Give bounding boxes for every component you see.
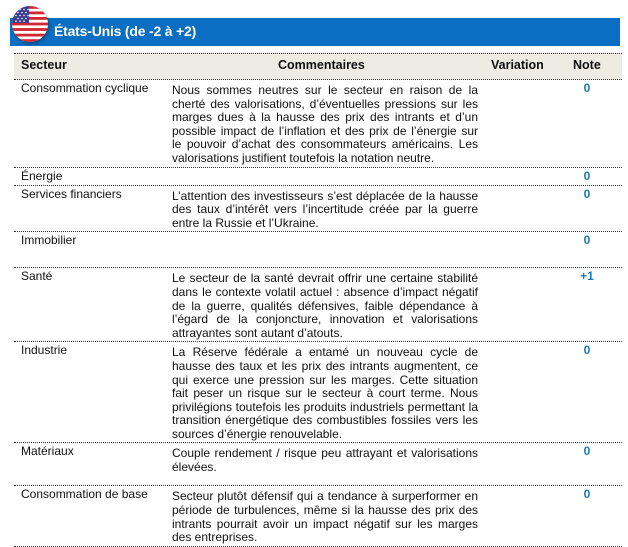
table-row [14, 186, 622, 233]
comment-cell: Couple rendement / risque peu attrayant et valorisations élevées. [172, 446, 478, 475]
comment-cell: L’attention des investisseurs s’est déplacée de la hausse des taux d’intérêt vers l’incertitude créée par la guerre entre la Russie et l’Ukraine. [172, 188, 478, 230]
note-cell: 0 [583, 343, 591, 358]
sector-cell: Santé [21, 269, 53, 284]
section-banner [10, 18, 620, 46]
note-cell: 0 [583, 81, 591, 95]
note-cell: 0 [583, 168, 591, 183]
comment-cell: Nous sommes neutres sur le secteur en raison de la cherté des valorisations, d’éventuelles pressions sur les marges dues à la hausse des prix des intrants et d’un possible impact de l’inflation et des prix de l’énergie sur le pouvoir d’achat des consommateurs américains. Les valorisations justifient toutefois la notation neutre. [172, 83, 478, 165]
table-row [14, 486, 622, 546]
us-flag-icon [12, 6, 48, 42]
comment-cell: Secteur plutôt défensif qui a tendance à surperformer en période de turbulences, même si la hausse des prix des intrants pourrait avoir un impact négatif sur les marges des entreprises. [172, 489, 478, 545]
sector-cell: Matériaux [21, 444, 74, 459]
sector-cell: Énergie [21, 168, 63, 183]
table-row [14, 80, 622, 168]
section-title: États-Unis (de -2 à +2) [54, 23, 197, 39]
table-header [14, 53, 622, 80]
sector-cell: Consommation cyclique [21, 81, 149, 95]
sector-cell: Immobilier [21, 233, 77, 248]
comment-cell: Le secteur de la santé devrait offrir une certaine stabilité dans le contexte volatil actuel : absence d’impact négatif de la guerre, qualités défensives, faible dépendance à l’égard de la conjoncture, innovation et valorisations attrayantes sont autant d’atouts. [172, 271, 478, 340]
table-row [14, 168, 622, 186]
sector-cell: Services financiers [21, 186, 122, 201]
note-cell: 0 [583, 444, 591, 459]
note-cell: +1 [580, 269, 594, 284]
header-note: Note [573, 58, 601, 72]
table-row [14, 268, 622, 342]
note-cell: 0 [583, 487, 591, 502]
header-variation: Variation [491, 58, 544, 72]
sector-ratings-table [14, 53, 622, 547]
header-sector: Secteur [21, 58, 67, 72]
table-row [14, 443, 622, 486]
note-cell: 0 [583, 233, 591, 248]
comment-cell: La Réserve fédérale a entamé un nouveau cycle de hausse des taux et les prix des intrants augmentent, ce qui exerce une pression sur les marges. Cette situation fait peser un risque sur le secteur à court terme. Nous privilégions toutefois les produits industriels permettant la transition énergétique des combustibles fossiles vers les sources d’énergie renouvelable. [172, 345, 478, 441]
header-comments: Commentaires [278, 58, 365, 72]
sector-cell: Consommation de base [21, 487, 148, 502]
table-row [14, 232, 622, 268]
sector-cell: Industrie [21, 343, 68, 358]
note-cell: 0 [583, 186, 591, 201]
table-row [14, 342, 622, 443]
